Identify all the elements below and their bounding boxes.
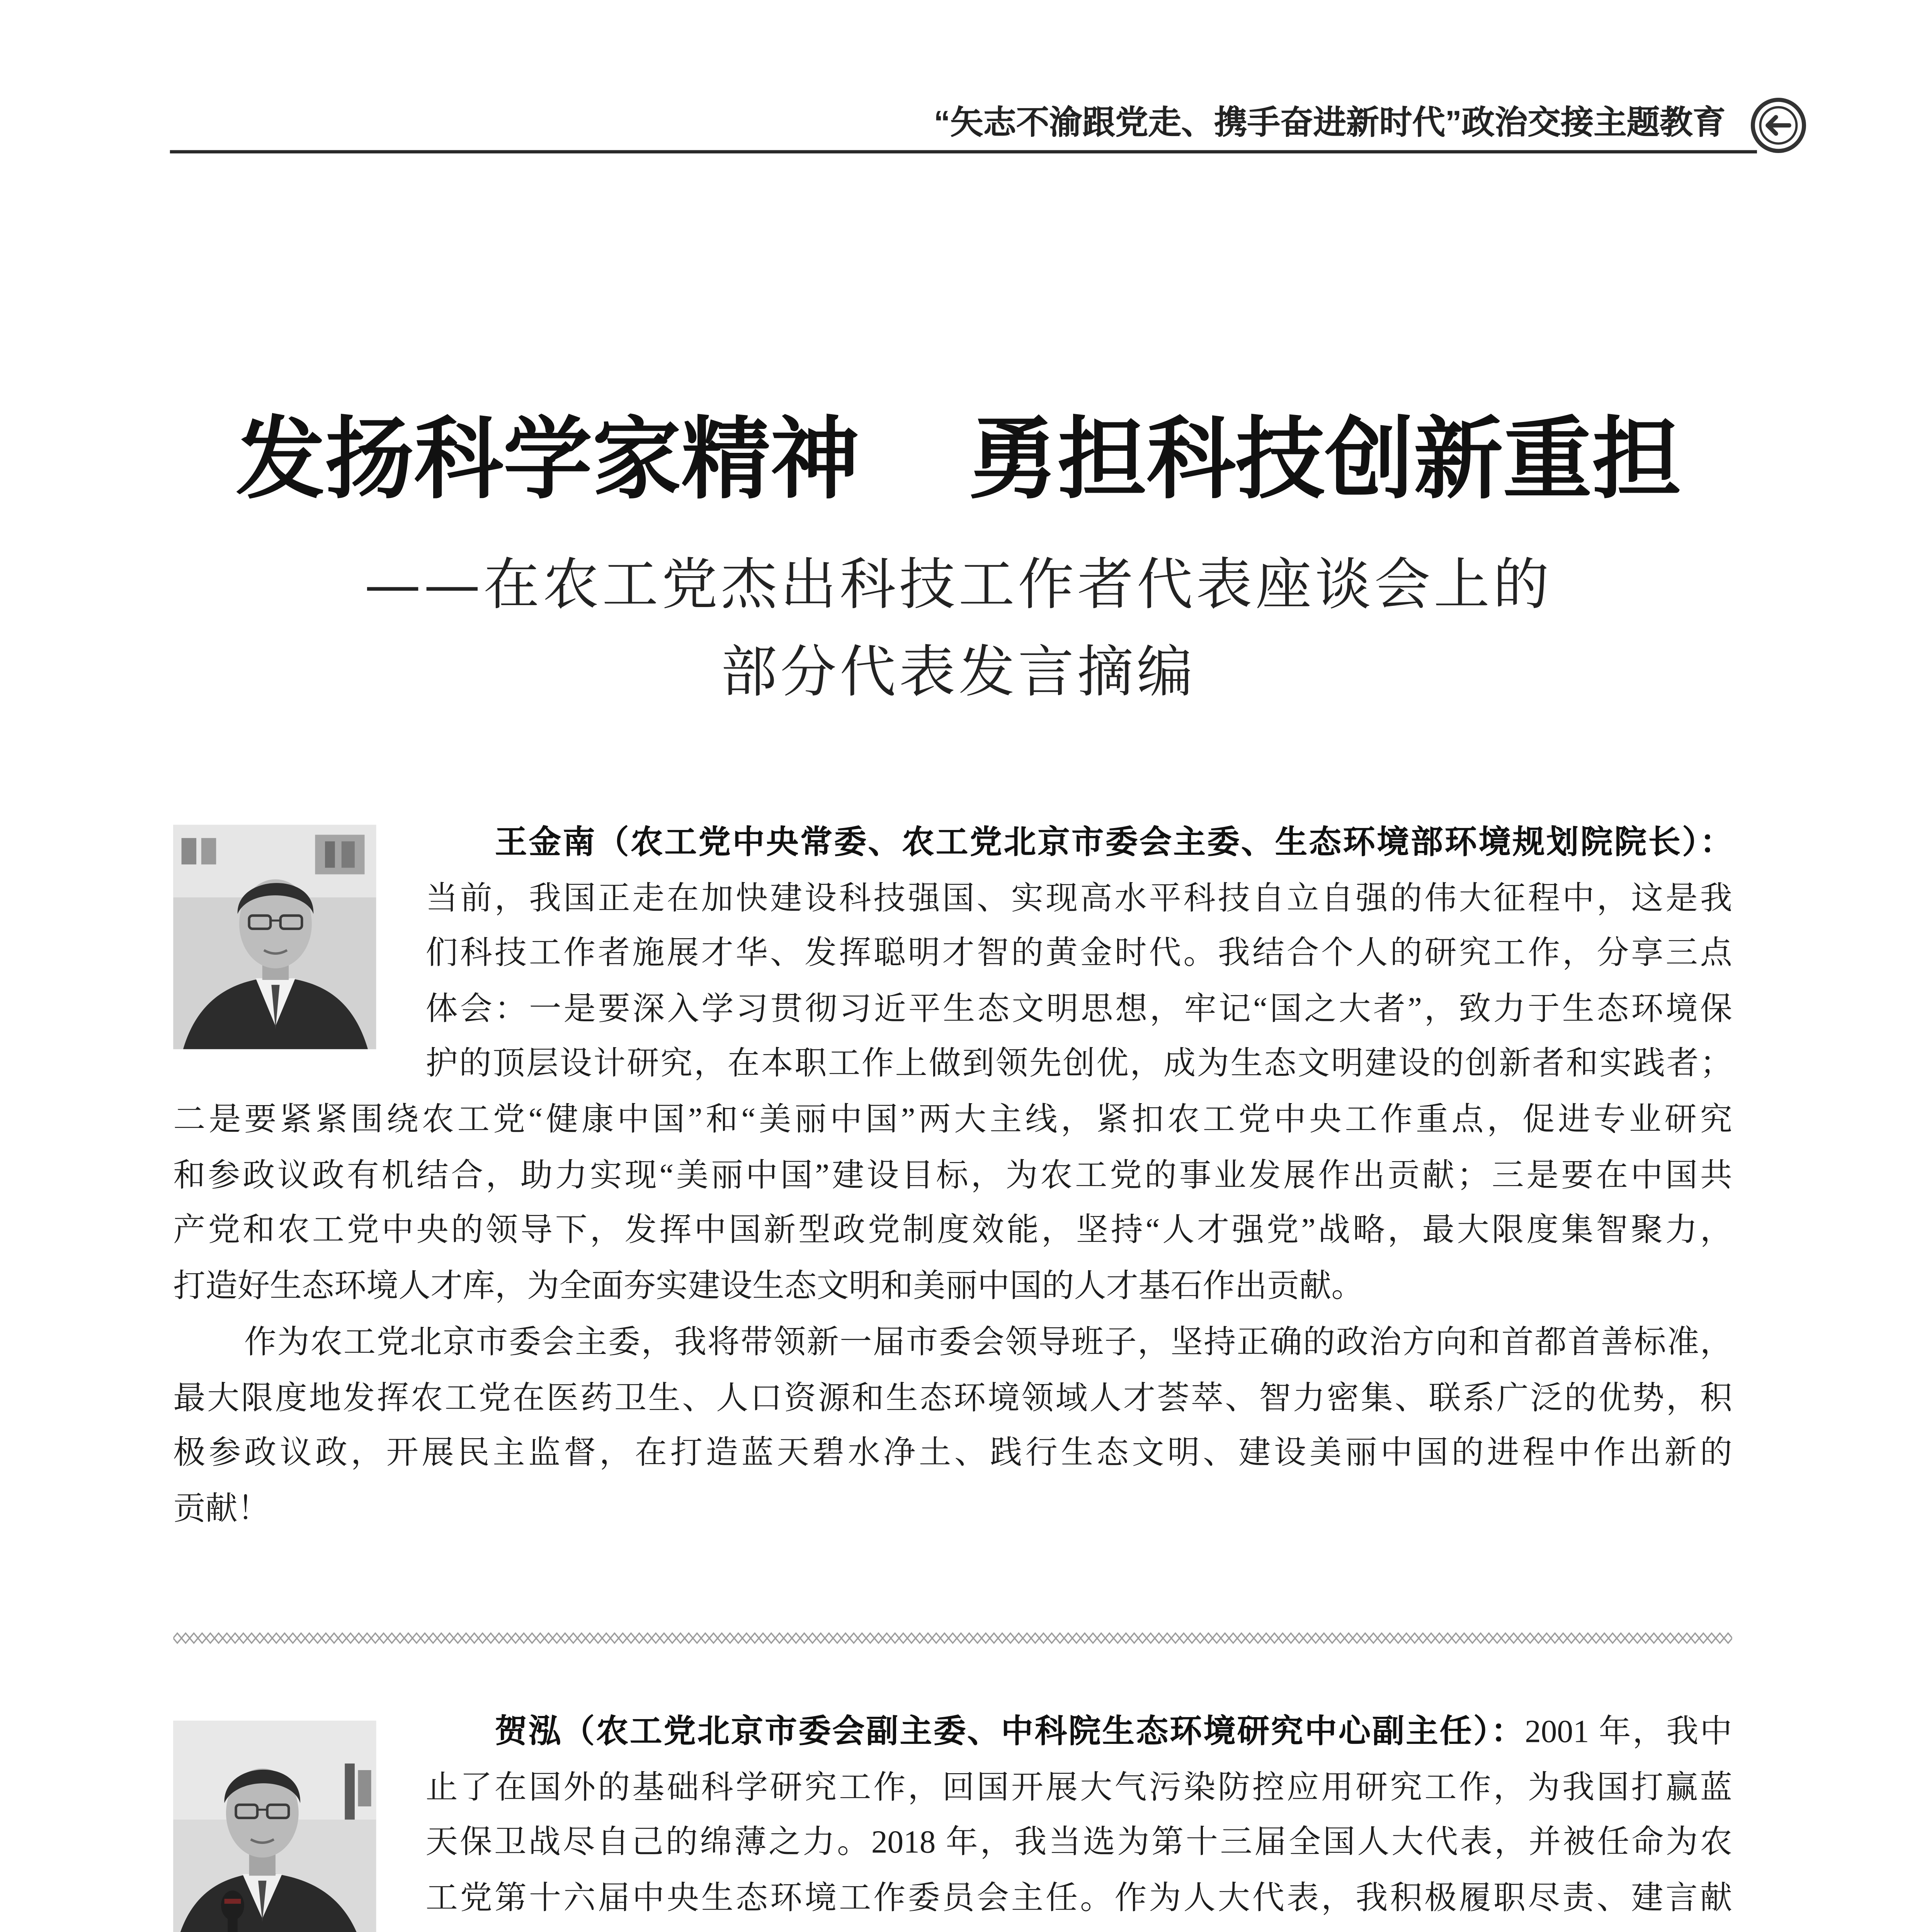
body-text-line: 二是要紧紧围绕农工党“健康中国”和“美丽中国”两大主线，紧扣农工党中央工作重点，促进专业研究 (173, 1104, 1732, 1138)
column-title: “矢志不渝跟党走、携手奋进新时代”政治交接主题教育 (934, 105, 1726, 142)
body-text-line: 护的顶层设计研究，在本职工作上做到领先创优，成为生态文明建设的创新者和实践者； (425, 1048, 1732, 1082)
body-text-line: 天保卫战尽自己的绵薄之力。2018 年，我当选为第十三届全国人大代表，并被任命为农 (425, 1826, 1732, 1861)
speaker-intro-line (425, 816, 1732, 872)
speaker-affiliation: （农工党北京市委会副主委、中科院生态环境研究中心副主任）： (562, 1714, 1525, 1750)
section1-body-block (173, 1094, 1732, 1315)
section1-paragraph2 (173, 1316, 1732, 1537)
speaker-name: 王金南 (495, 825, 597, 861)
speaker-affiliation: （农工党中央常委、农工党北京市委会主委、生态环境部环境规划院院长）： (597, 825, 1732, 861)
article-subtitle-line1: ——在农工党杰出科技工作者代表座谈会上的 (364, 553, 1553, 619)
body-text-line: 们科技工作者施展才华、发挥聪明才智的黄金时代。我结合个人的研究工作，分享三点 (425, 937, 1732, 972)
body-text-line: 作为农工党北京市委会主委，我将带领新一届市委会领导班子，坚持正确的政治方向和首都首善标准， (244, 1326, 1732, 1361)
header-rule (170, 150, 1757, 154)
body-text-line: 和参政议政有机结合，助力实现“美丽中国”建设目标，为农工党的事业发展作出贡献；三是要在中国共 (173, 1159, 1732, 1194)
section1-intro-block (425, 816, 1732, 1093)
body-text-line: 打造好生态环境人才库，为全面夯实建设生态文明和美丽中国的人才基石作出贡献。 (173, 1269, 1364, 1304)
article-title (0, 406, 1917, 515)
intro-text: 2001 年，我中 (1525, 1716, 1732, 1750)
speaker-name: 贺泓 (495, 1714, 563, 1750)
circle-arrow-left-icon (1750, 97, 1806, 153)
article-title-part2: 勇担科技创新重担 (968, 411, 1681, 510)
section2-intro-block (425, 1706, 1732, 1932)
body-text-line (425, 1927, 1732, 1932)
body-text-line: 当前，我国正走在加快建设科技强国、实现高水平科技自立自强的伟大征程中，这是我 (425, 881, 1732, 917)
speaker-intro-line (425, 1706, 1732, 1761)
speaker-photo (173, 1721, 376, 1932)
body-text-line: 体会：一是要深入学习贯彻习近平生态文明思想，牢记“国之大者”，致力于生态环境保 (425, 992, 1732, 1027)
body-text-line: 极参政议政，开展民主监督，在打造蓝天碧水净土、践行生态文明、建设美丽中国的进程中作出新的 (173, 1437, 1732, 1472)
body-text-line: 最大限度地发挥农工党在医药卫生、人口资源和生态环境领域人才荟萃、智力密集、联系广泛的优势，积 (173, 1381, 1732, 1417)
speaker-photo (173, 825, 376, 1049)
body-text-line: 工党第十六届中央生态环境工作委员会主任。作为人大代表，我积极履职尽责、建言献 (425, 1881, 1732, 1916)
article-title-part1: 发扬科学家精神 (236, 411, 860, 510)
body-text-line: 贡献！ (173, 1492, 270, 1527)
body-text-line: 止了在国外的基础科学研究工作，回国开展大气污染防控应用研究工作，为我国打赢蓝 (425, 1771, 1732, 1806)
article-subtitle-line2: 部分代表发言摘编 (721, 640, 1196, 706)
body-text-line: 产党和农工党中央的领导下，发挥中国新型政党制度效能，坚持“人才强党”战略，最大限度集智聚力， (173, 1214, 1732, 1249)
section-divider (173, 1623, 1732, 1636)
